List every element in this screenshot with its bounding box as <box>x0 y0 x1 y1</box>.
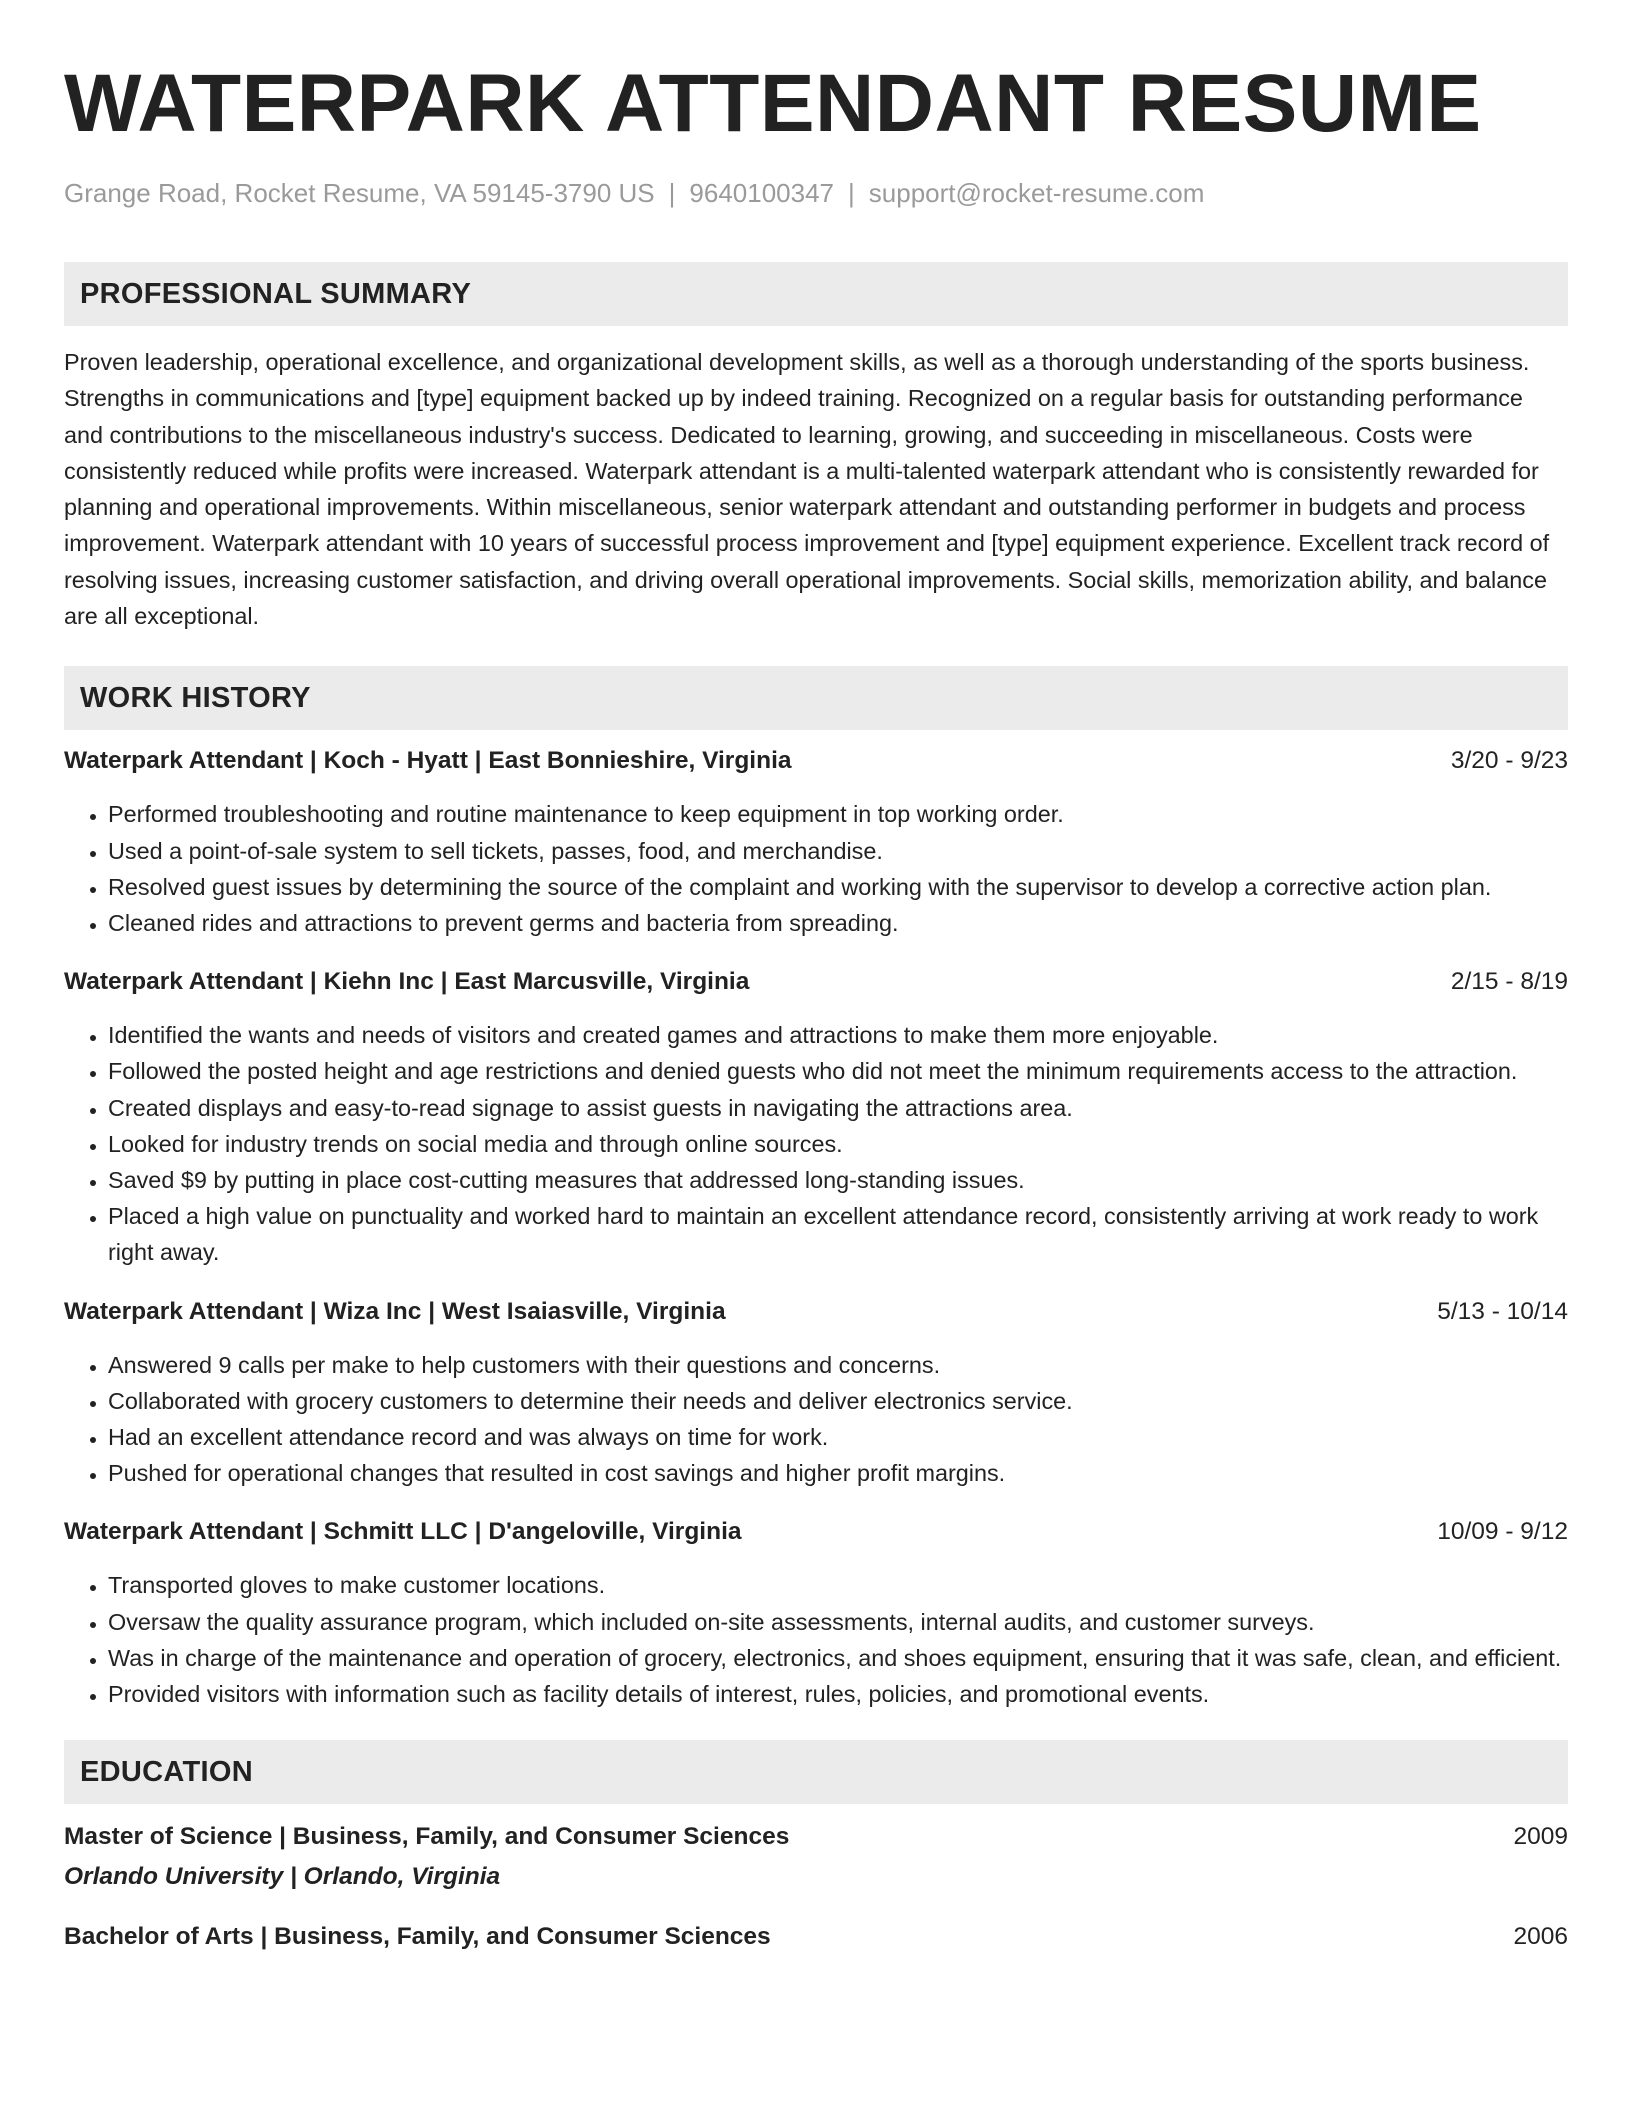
job-entry <box>64 965 1568 1270</box>
job-dates: 5/13 - 10/14 <box>1437 1297 1568 1325</box>
job-bullet: • Answered 9 calls per make to help customers with their questions and concerns. <box>108 1347 1568 1383</box>
job-entry <box>64 744 1568 941</box>
section-heading-summary <box>64 262 1568 326</box>
job-header <box>64 744 1568 778</box>
job-bullet: • Had an excellent attendance record and was always on time for work. <box>108 1419 1568 1455</box>
job-bullets <box>64 1567 1568 1712</box>
job-bullet: • Resolved guest issues by determining the source of the complaint and working with the supervisor to develop a corrective action plan. <box>108 869 1568 905</box>
job-bullet: • Identified the wants and needs of visitors and created games and attractions to make them more enjoyable. <box>108 1017 1568 1053</box>
education-degree: Bachelor of Arts | Business, Family, and Consumer Sciences <box>64 1923 771 1951</box>
education-degree: Master of Science | Business, Family, and Consumer Sciences <box>64 1823 790 1851</box>
job-entry <box>64 1295 1568 1492</box>
section-heading-label: PROFESSIONAL SUMMARY <box>80 277 472 310</box>
job-bullet: • Performed troubleshooting and routine maintenance to keep equipment in top working order. <box>108 796 1568 832</box>
job-bullet: • Used a point-of-sale system to sell tickets, passes, food, and merchandise. <box>108 833 1568 869</box>
job-title: Waterpark Attendant | Koch - Hyatt | East Bonnieshire, Virginia <box>64 747 792 775</box>
contact-phone: 9640100347 <box>689 178 835 208</box>
job-bullet: • Pushed for operational changes that resulted in cost savings and higher profit margins. <box>108 1455 1568 1491</box>
work-history-list <box>64 744 1568 1712</box>
job-header <box>64 1295 1568 1329</box>
education-year: 2009 <box>1513 1823 1568 1851</box>
education-entry <box>64 1820 1568 1894</box>
job-bullet: • Transported gloves to make customer locations. <box>108 1567 1568 1603</box>
resume-title: WATERPARK ATTENDANT RESUME <box>64 58 1482 149</box>
section-heading-work-history <box>64 666 1568 730</box>
job-header <box>64 1515 1568 1549</box>
job-title: Waterpark Attendant | Wiza Inc | West Isaiasville, Virginia <box>64 1297 726 1325</box>
job-dates: 3/20 - 9/23 <box>1450 747 1568 775</box>
summary-paragraph: Proven leadership, operational excellence, and organizational development skills, as well as a thorough understanding of the sports business. Strengths in communications and [type] equipment backed up by indeed training. Recognized on a regular basis for outstanding performance and contributions to the miscellaneous industry's success. Dedicated to learning, growing, and succeeding in miscellaneous. Costs were consistently reduced while profits were increased. Waterpark attendant is a multi-talented waterpark attendant who is consistently rewarded for planning and operational improvements. Within miscellaneous, senior waterpark attendant and outstanding performer in budgets and process improvement. Waterpark attendant with 10 years of successful process improvement and [type] equipment experience. Excellent track record of resolving issues, increasing customer satisfaction, and driving overall operational improvements. Social skills, memorization ability, and balance are all exceptional. <box>64 349 1550 630</box>
education-year: 2006 <box>1513 1923 1568 1951</box>
job-bullet: • Oversaw the quality assurance program, which included on-site assessments, internal audits, and customer surveys. <box>108 1604 1568 1640</box>
section-heading-label: EDUCATION <box>80 1755 253 1788</box>
job-dates: 10/09 - 9/12 <box>1437 1518 1568 1546</box>
contact-email: support@rocket-resume.com <box>868 178 1205 208</box>
contact-line <box>64 176 1568 210</box>
education-list <box>64 1820 1568 1954</box>
job-bullet: • Was in charge of the maintenance and operation of grocery, electronics, and shoes equipment, ensuring that it was safe, clean, and efficient. <box>108 1640 1568 1676</box>
contact-address: Grange Road, Rocket Resume, VA 59145-3790 US <box>64 178 655 208</box>
education-entry <box>64 1920 1568 1954</box>
job-header <box>64 965 1568 999</box>
contact-separator: | <box>668 178 676 208</box>
job-bullet: • Looked for industry trends on social media and through online sources. <box>108 1126 1568 1162</box>
job-bullets <box>64 1347 1568 1492</box>
job-bullet: • Placed a high value on punctuality and worked hard to maintain an excellent attendance record, consistently arriving at work ready to work right away. <box>108 1198 1568 1270</box>
section-heading-education <box>64 1740 1568 1804</box>
section-heading-label: WORK HISTORY <box>80 681 311 714</box>
job-title: Waterpark Attendant | Kiehn Inc | East Marcusville, Virginia <box>64 968 750 996</box>
job-title: Waterpark Attendant | Schmitt LLC | D'angeloville, Virginia <box>64 1518 742 1546</box>
education-header <box>64 1820 1568 1854</box>
job-bullets <box>64 796 1568 941</box>
education-header <box>64 1920 1568 1954</box>
job-bullet: • Created displays and easy-to-read signage to assist guests in navigating the attractions area. <box>108 1090 1568 1126</box>
job-dates: 2/15 - 8/19 <box>1450 968 1568 996</box>
job-bullet: • Cleaned rides and attractions to prevent germs and bacteria from spreading. <box>108 905 1568 941</box>
job-bullet: • Followed the posted height and age restrictions and denied guests who did not meet the minimum requirements access to the attraction. <box>108 1053 1568 1089</box>
education-school: Orlando University | Orlando, Virginia <box>64 1863 501 1891</box>
job-bullets <box>64 1017 1568 1270</box>
job-bullet: • Collaborated with grocery customers to determine their needs and deliver electronics service. <box>108 1383 1568 1419</box>
job-entry <box>64 1515 1568 1712</box>
contact-separator: | <box>848 178 855 208</box>
job-bullet: • Provided visitors with information such as facility details of interest, rules, policies, and promotional events. <box>108 1676 1568 1712</box>
job-bullet: • Saved $9 by putting in place cost-cutting measures that addressed long-standing issues. <box>108 1162 1568 1198</box>
